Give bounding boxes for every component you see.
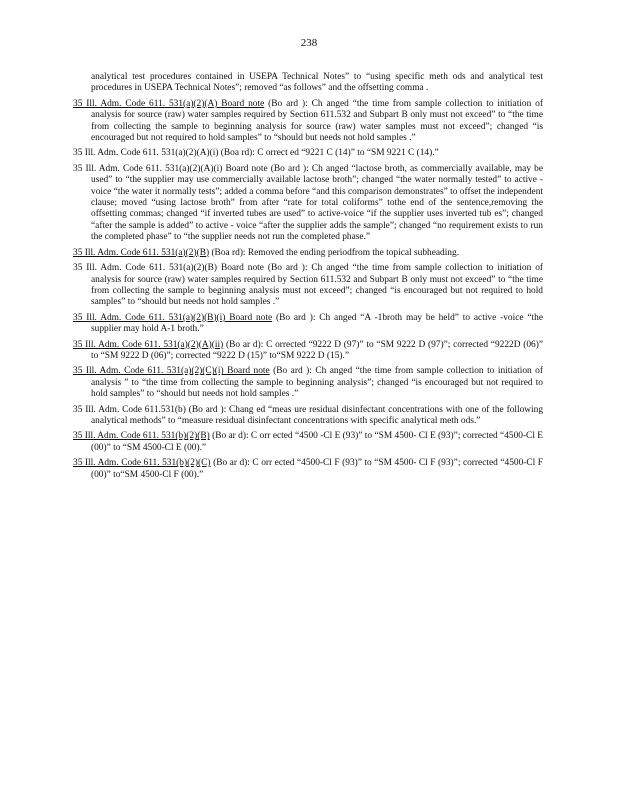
entry-citation: 35 Ill. Adm. Code 611. 531(a)(2)(B)(i) Board note	[73, 312, 273, 323]
entry-text: analytical test procedures contained in USEPA Technical Notes” to “using specific meth ods and analytical test procedures in USEPA Technical Notes”; removed “as follows” and the offsetting comma .	[91, 72, 543, 94]
entry-text: (Bo ard ): Ch anged “the time from sample collection to initiation of analysis for source (raw) water samples required by Section 611.532 and Subpart B only must not exceed” to “the time from collecting the sample to beginning analysis for source (raw) water samples must not exceed”; changed “is encouraged but not required to hold samples” to “should but needs not hold samples .”	[91, 98, 543, 144]
entry-0	[73, 72, 543, 95]
entry-11	[73, 458, 543, 481]
entry-citation: 35 Ill. Adm. Code 611. 531(a)(2)(A)(i)	[73, 163, 223, 174]
page-number: 238	[300, 37, 318, 49]
entry-text: (Bo ard ): Ch anged “the time from sample collection to initiation of analysis ” to “the time from collecting the sample to beginning analysis”; changed “is encouraged but not required to hold samples” to “should but needs not hold samples .”	[91, 366, 543, 400]
entry-8	[73, 366, 543, 400]
entry-citation: 35 Ill. Adm. Code 611. 531(a)(2)(A)(i)	[73, 148, 219, 159]
entry-2	[73, 148, 543, 159]
entry-text: (Bo ar d): C orrected “9222 D (97)” to “SM 9222 D (97)”; corrected “9222D (06)” to “SM 9222 D (06)”; corrected “9222 D (15)” to“SM 9222 D (15).”	[91, 339, 544, 361]
entry-7	[73, 340, 543, 363]
entry-citation: 35 Ill. Adm. Code 611. 531(a)(2)(A)(ii)	[73, 339, 224, 350]
document-body	[73, 72, 543, 485]
entry-citation: 35 Ill. Adm. Code 611. 531(b)(2)(C)	[73, 458, 211, 469]
entry-3	[73, 164, 543, 244]
entry-text: (Boa rd): C orrect ed “9221 C (14)” to “SM 9221 C (14).”	[220, 148, 439, 159]
entry-4	[73, 248, 543, 259]
entry-text: (Bo ar d): C orr ected “4500 -Cl E (93)” to “SM 4500- Cl E (93)”; corrected “4500-Cl E (00)” to “SM 4500-Cl E (00).”	[91, 431, 544, 453]
entry-text: (Bo ard ): Chang ed “meas ure residual disinfectant concentrations with one of the following analytical methods” to “measure residual disinfectant concentrations with specific analytical meth ods.”	[91, 404, 544, 426]
entry-citation: 35 Ill. Adm. Code 611. 531(b)(2)(B)	[73, 431, 210, 442]
entry-citation: 35 Ill. Adm. Code 611. 531(a)(2)(A) Board note	[73, 98, 265, 109]
entry-10	[73, 431, 543, 454]
entry-text: (Bo ar d): C orr ected “4500-Cl F (93)” to “SM 4500- Cl F (93)”; corrected “4500-Cl F (00)” to“SM 4500-Cl F (00).”	[91, 458, 543, 480]
entry-citation: 35 Ill. Adm. Code 611. 531(a)(2)(B)	[73, 263, 217, 274]
entry-6	[73, 313, 543, 336]
entry-citation: 35 Ill. Adm. Code 611. 531(a)(2)(B)	[73, 247, 210, 258]
entry-text: Board note (Bo ard ): Ch anged “lactose broth, as commercially available, may be used” to “the supplier may use commercially available lactose broth”; changed “the water normally tested” to active -voice “the water it normally tests”; added a comma before “and this comparison demonstrates” to offset the independent clause; moved “using lactose broth” from after “rate for total coliforms” tothe end of the sentence,removing the offsetting commas; changed “if inverted tubes are used” to active-voice “if the supplier uses inverted tub es”; changed “after the sample is added” to active - voice “after the supplier adds the sample”; changed “no requirement exists to run the completed phase” to “the supplier needs not run the completed phase.”	[91, 163, 544, 243]
entry-text: (Boa rd): Removed the ending periodfrom the topical subheading.	[211, 247, 460, 258]
entry-5	[73, 263, 543, 309]
entry-text: (Bo ard ): Ch anged “A -1broth may be held” to active -voice “the supplier may hold A-1 broth.”	[91, 312, 543, 335]
entry-9	[73, 405, 543, 428]
entry-text: Board note (Bo ard ): Ch anged “the time from sample collection to initiation of analysis for source (raw) water samples required by Section 611.532 and Subpart B only must not exceed” to “the time from collecting the sample to beginning analysis must not exceed”; changed “is encouraged but not required to hold samples” to “should but needs not hold samples .”	[91, 263, 543, 308]
entry-citation: 35 Ill. Adm. Code 611. 531(a)(2)(C)(i) Board note	[73, 366, 270, 377]
entry-1	[73, 99, 543, 145]
entry-citation: 35 Ill. Adm. Code 611.531(b)	[73, 404, 186, 415]
